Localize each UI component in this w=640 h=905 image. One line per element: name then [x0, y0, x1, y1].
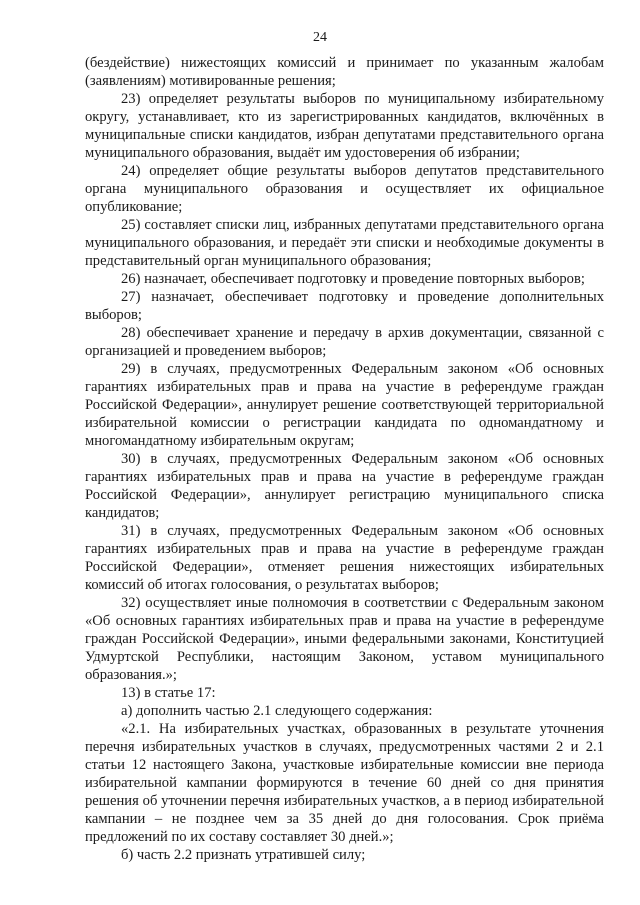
paragraph-item-29: 29) в случаях, предусмотренных Федеральным законом «Об основных гарантиях избирательных прав и права на участие в референдуме граждан Российской Федерации», аннулирует решение соответствующей территориальной избирательной комиссии о регистрации кандидата по одномандатному и многомандатному избирательным округам;	[85, 361, 604, 449]
paragraph-item-24: 24) определяет общие результаты выборов депутатов представительного органа муниципального образования и осуществляет их официальное опубликование;	[85, 163, 604, 215]
paragraph-subitem-a: а) дополнить частью 2.1 следующего содержания:	[121, 703, 433, 719]
paragraph-item-23: 23) определяет результаты выборов по муниципальному избирательному округу, устанавливает, кто из зарегистрированных кандидатов, включённых в муниципальные списки кандидатов, избран депутатами представительного органа муниципального образования, выдаёт им удостоверения об избрании;	[85, 91, 604, 161]
paragraph-part-2-1-text: «2.1. На избирательных участках, образованных в результате уточнения перечня избирательных участков в случаях, предусмотренных частями 2 и 2.1 статьи 12 настоящего Закона, участковые избирательные комиссии вне периода избирательной кампании формируются в течение 60 дней со дня принятия решения об уточнении перечня избирательных участков, а в период избирательной кампании – не позднее чем за 35 дней до дня голосования. Срок приёма предложений по их составу составляет 30 дней.»;	[85, 721, 604, 845]
paragraph-item-26: 26) назначает, обеспечивает подготовку и проведение повторных выборов;	[121, 271, 585, 287]
paragraph-continuation: (бездействие) нижестоящих комиссий и принимает по указанным жалобам (заявлениям) мотивированные решения;	[85, 55, 604, 89]
paragraph-amendment-13: 13) в статье 17:	[121, 685, 216, 701]
paragraph-item-31: 31) в случаях, предусмотренных Федеральным законом «Об основных гарантиях избирательных прав и права на участие в референдуме граждан Российской Федерации», отменяет решения нижестоящих избирательных комиссий об итогах голосования, о результатах выборов;	[85, 523, 604, 593]
paragraph-subitem-b: б) часть 2.2 признать утратившей силу;	[121, 847, 366, 863]
body-text	[85, 54, 604, 864]
paragraph-item-30: 30) в случаях, предусмотренных Федеральным законом «Об основных гарантиях избирательных прав и права на участие в референдуме граждан Российской Федерации», аннулирует регистрацию муниципального списка кандидатов;	[85, 451, 604, 521]
paragraph-item-32: 32) осуществляет иные полномочия в соответствии с Федеральным законом «Об основных гарантиях избирательных прав и права на участие в референдуме граждан Российской Федерации», иными федеральными законами, Конституцией Удмуртской Республики, настоящим Законом, уставом муниципального образования.»;	[85, 595, 604, 683]
paragraph-item-27: 27) назначает, обеспечивает подготовку и проведение дополнительных выборов;	[85, 289, 604, 323]
paragraph-item-28: 28) обеспечивает хранение и передачу в архив документации, связанной с организацией и проведением выборов;	[85, 325, 604, 359]
paragraph-item-25: 25) составляет списки лиц, избранных депутатами представительного органа муниципального образования, и передаёт эти списки и необходимые документы в представительный орган муниципального образования;	[85, 217, 604, 269]
page-number: 24	[313, 30, 327, 45]
